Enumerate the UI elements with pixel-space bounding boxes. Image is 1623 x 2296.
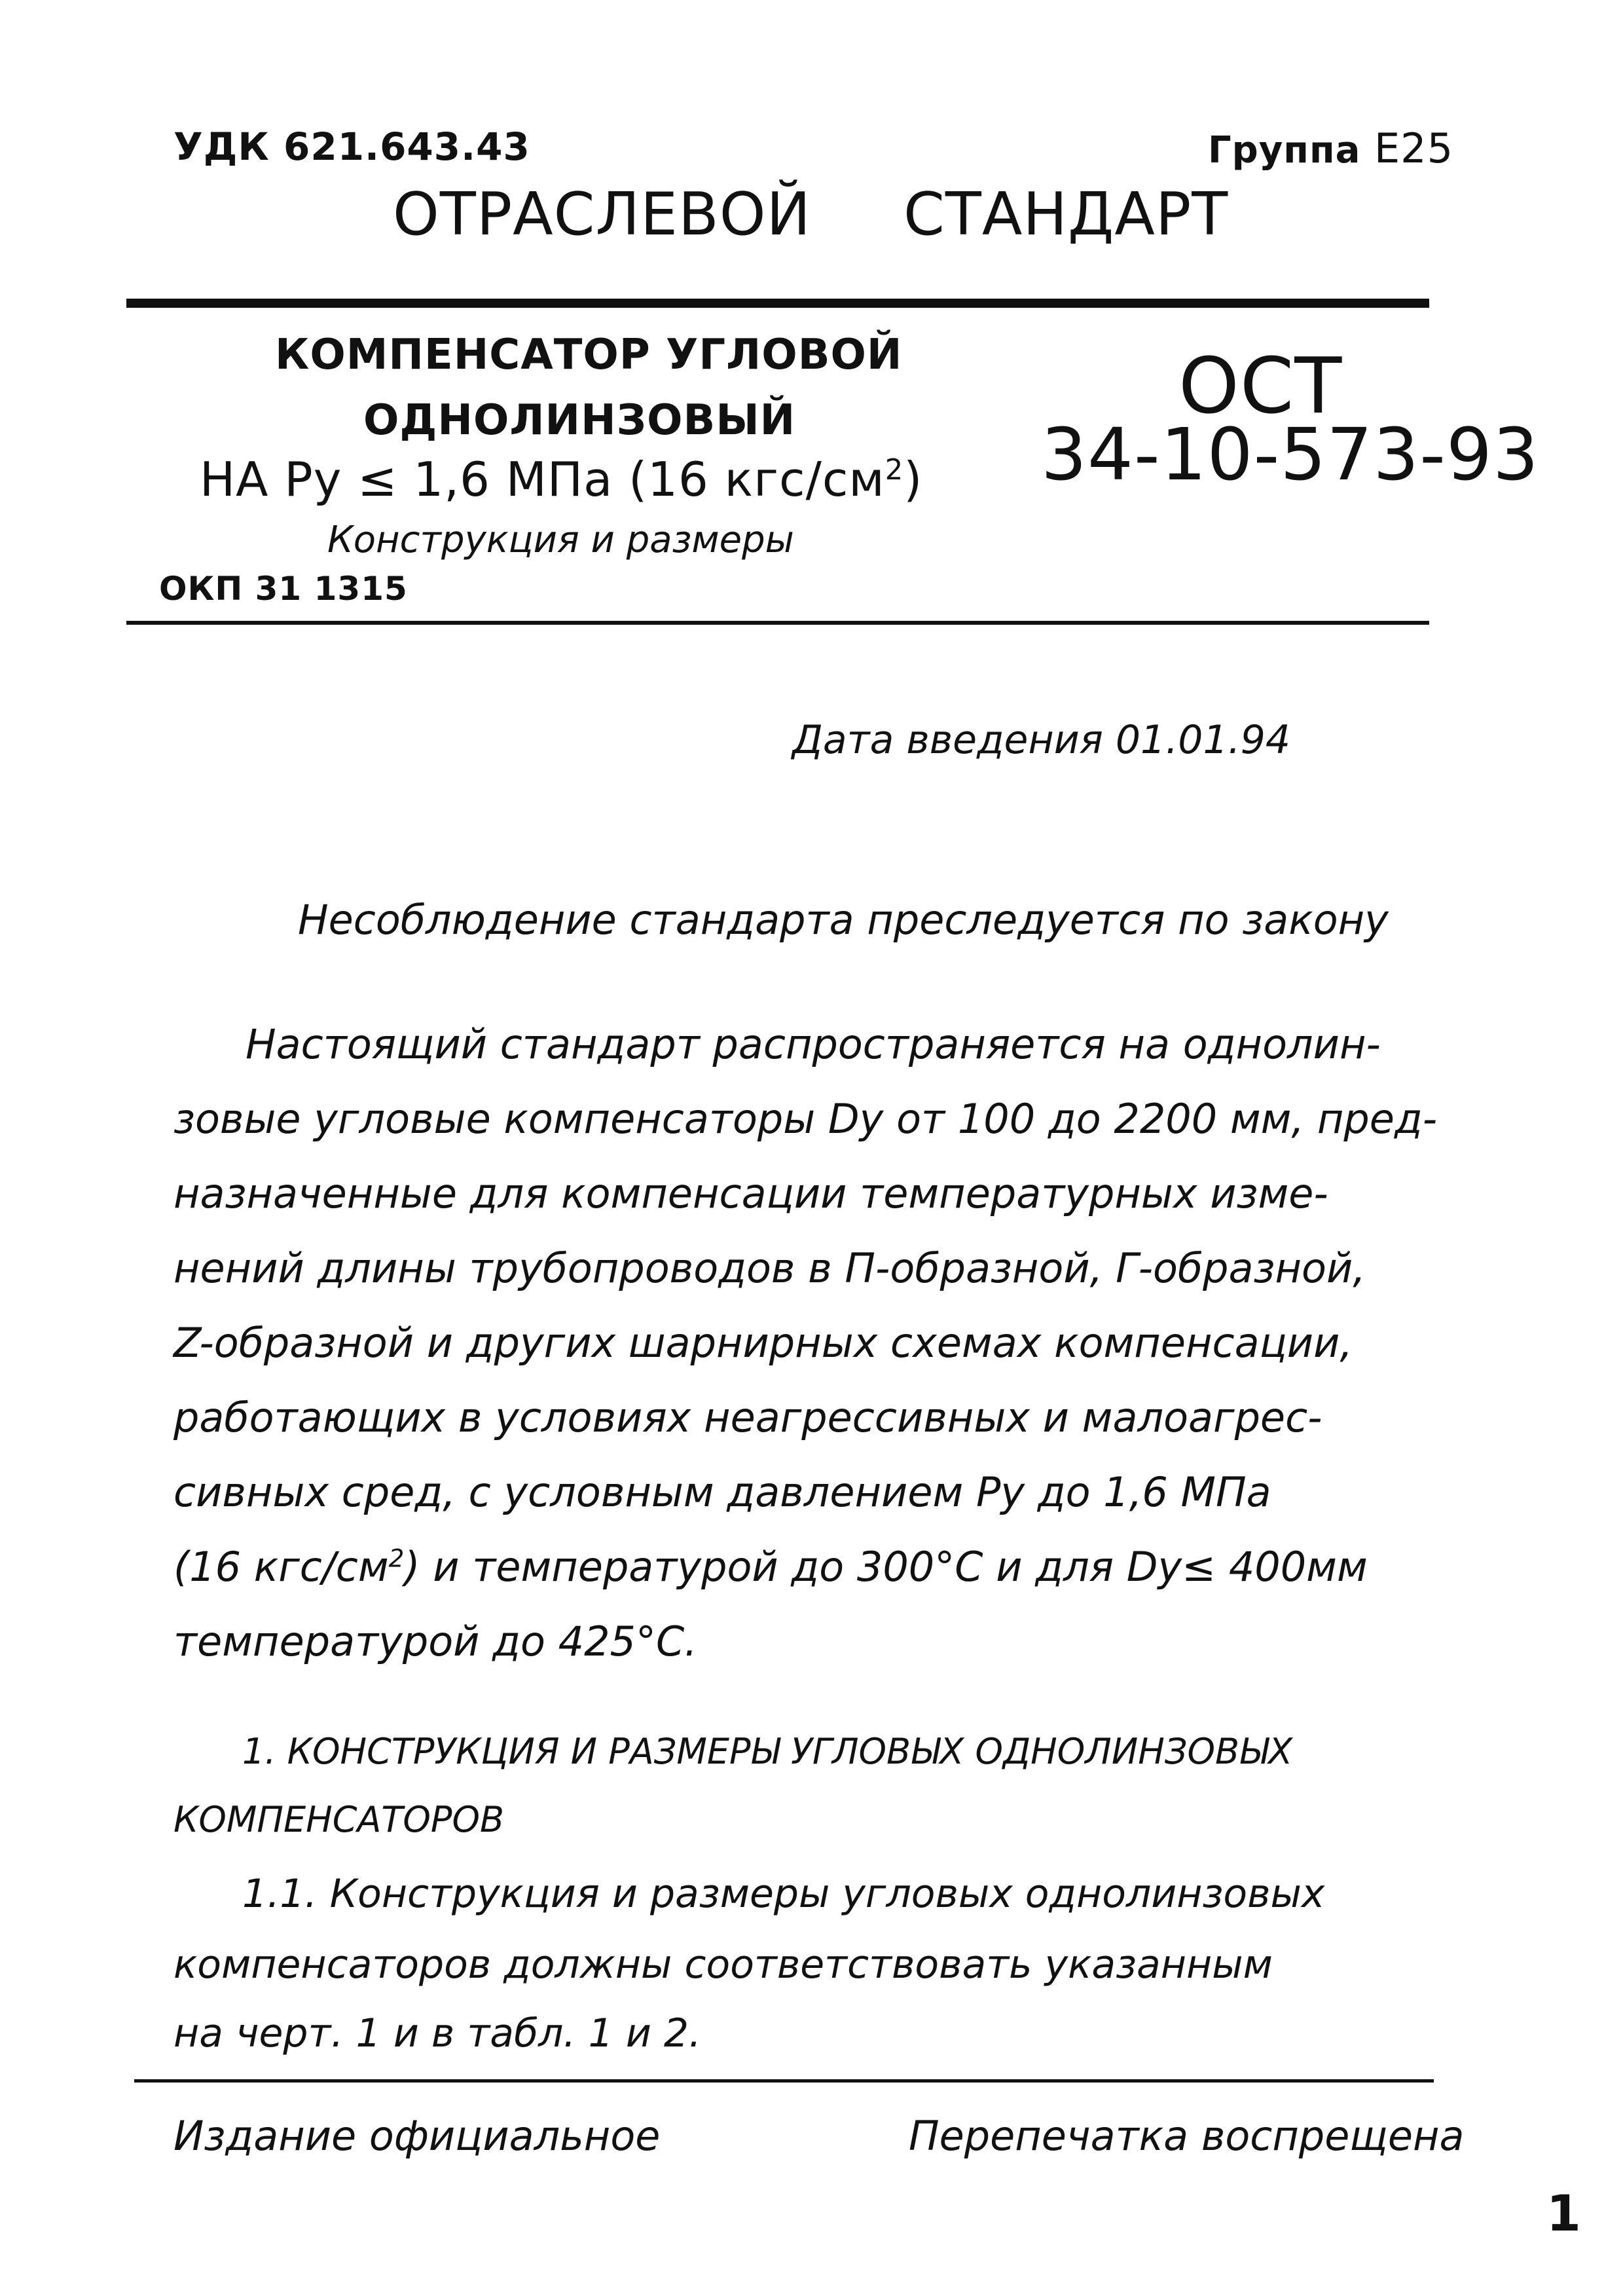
ost-label: ОСТ <box>1178 341 1343 431</box>
scope-line: Настоящий стандарт распространяется на однолин- <box>246 1020 1381 1068</box>
scope-line-8-rest: температурой до 300°С и для Dy≤ 400мм <box>472 1543 1368 1591</box>
clause-1-1-line: компенсаторов должны соответствовать указанным <box>173 1942 1273 1988</box>
udk-code: УДК 621.643.43 <box>173 124 530 169</box>
title-line-3-text: НА Pу ≤ 1,6 МПа (16 кгс/см <box>200 452 885 507</box>
page-number: 1 <box>1546 2184 1581 2242</box>
scope-line: Z-образной и других шарнирных схемах компенсации, <box>173 1319 1353 1367</box>
group-code <box>1208 124 1453 172</box>
scope-line: сивных сред, с условным давлением Py до 1,6 МПа <box>173 1468 1271 1516</box>
branch-heading: ОТРАСЛЕВОЙ <box>393 180 811 249</box>
title-divider <box>126 621 1429 625</box>
scope-line-8-sup: 2 <box>388 1544 405 1573</box>
scope-line: зовые угловые компенсаторы Dy от 100 до 2200 мм, пред- <box>173 1095 1438 1143</box>
group-value: Е25 <box>1374 124 1454 172</box>
section-1-heading: 1. КОНСТРУКЦИЯ И РАЗМЕРЫ УГЛОВЫХ ОДНОЛИНЗОВЫХ <box>242 1731 1293 1772</box>
scope-line: работающих в условиях неагрессивных и малоагрес- <box>173 1394 1322 1441</box>
standard-heading: СТАНДАРТ <box>903 180 1229 249</box>
header-divider <box>126 299 1429 308</box>
official-edition-note: Издание официальное <box>173 2112 661 2160</box>
title-line-2: ОДНОЛИНЗОВЫЙ <box>363 396 796 445</box>
title-line-3-close: ) <box>903 452 923 507</box>
group-label: Группа <box>1208 129 1374 172</box>
reprint-prohibited-note: Перепечатка воспрещена <box>909 2112 1465 2160</box>
title-line-3 <box>200 452 922 507</box>
legal-warning: Несоблюдение стандарта преследуется по закону <box>298 896 1389 944</box>
scope-line-8-pre: (16 кгс/см <box>173 1543 389 1591</box>
footer-divider <box>134 2079 1434 2083</box>
section-1-heading-cont: КОМПЕНСАТОРОВ <box>173 1799 505 1840</box>
clause-1-1-line: на черт. 1 и в табл. 1 и 2. <box>173 2010 702 2056</box>
title-line-3-sup: 2 <box>884 454 904 487</box>
clause-1-1-line: 1.1. Конструкция и размеры угловых однолинзовых <box>242 1871 1325 1917</box>
title-subtitle: Конструкция и размеры <box>327 519 794 561</box>
title-line-1: КОМПЕНСАТОР УГЛОВОЙ <box>275 331 903 379</box>
scope-line: назначенные для компенсации температурных изме- <box>173 1170 1328 1217</box>
scope-line <box>173 1543 1368 1591</box>
scope-line-8-mid: ) и <box>404 1543 473 1591</box>
scope-line: нений длины трубопроводов в П-образной, Г-образной, <box>173 1244 1366 1292</box>
ost-number: 34-10-573-93 <box>1041 413 1539 496</box>
intro-date: Дата введения 01.01.94 <box>792 717 1291 763</box>
scope-line: температурой до 425°С. <box>173 1618 698 1665</box>
okp-code: ОКП 31 1315 <box>159 570 408 608</box>
